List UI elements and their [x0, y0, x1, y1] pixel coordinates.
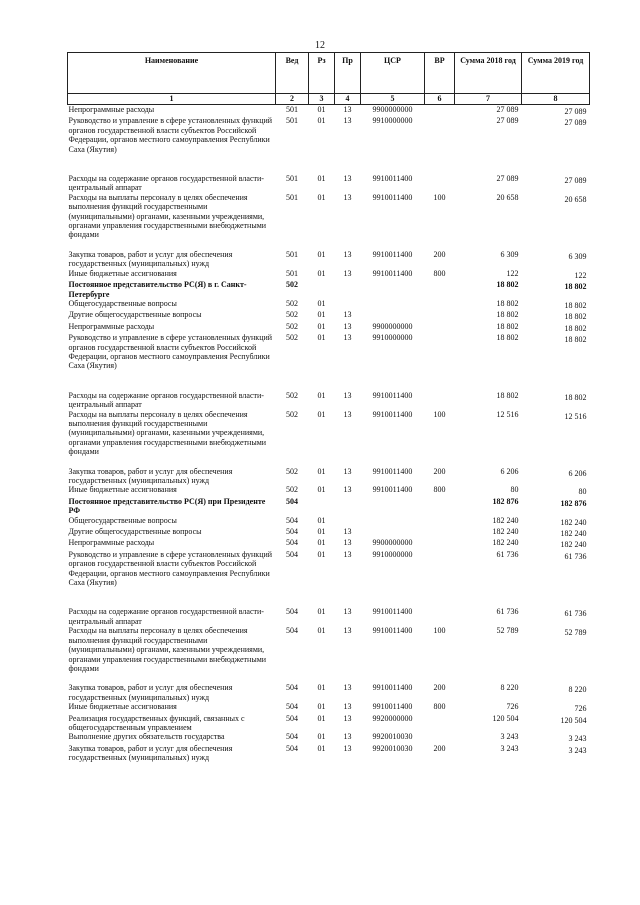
row-rz: 01	[317, 713, 326, 723]
row-sum-2018: 61 736	[496, 549, 519, 559]
row-sum-2018: 182 240	[492, 527, 519, 537]
row-ved: 504	[286, 683, 298, 693]
row-sum-2018: 80	[510, 485, 519, 495]
row-sum-2019: 27 089	[564, 118, 587, 128]
row-sum-2018: 18 802	[496, 298, 519, 308]
row-csr: 9910011400	[372, 626, 413, 636]
row-csr: 9910011400	[372, 466, 413, 476]
row-name: Общегосударственные вопросы	[68, 515, 177, 525]
row-ved: 502	[286, 280, 298, 290]
row-csr: 9900000000	[372, 538, 413, 548]
row-vr	[425, 322, 455, 333]
row-sum-2018: 27 089	[496, 116, 519, 126]
row-sum-2019: 18 802	[564, 300, 587, 310]
header-sum-2018: Сумма 2018 год	[455, 53, 522, 94]
row-csr: 9920010030	[372, 743, 413, 753]
row-vr	[425, 497, 455, 516]
row-ved: 502	[286, 390, 298, 400]
row-pr	[335, 497, 361, 516]
row-csr	[361, 280, 425, 299]
row-rz: 01	[317, 485, 326, 495]
row-sum-2019: 52 789	[564, 628, 587, 638]
row-name: Расходы на содержание органов государственной власти- центральный аппарат	[68, 390, 264, 410]
header-ved: Вед	[276, 53, 309, 94]
page-number: 12	[315, 40, 325, 51]
row-sum-2018: 182 240	[492, 515, 519, 525]
row-rz: 01	[317, 249, 326, 259]
header-number: 4	[335, 94, 361, 105]
row-pr: 13	[343, 538, 352, 548]
table-row	[68, 467, 590, 486]
row-rz: 01	[317, 298, 326, 308]
row-name: Иные бюджетные ассигнования	[68, 268, 177, 278]
row-vr: 100	[433, 409, 446, 419]
row-pr: 13	[343, 743, 352, 753]
row-ved: 502	[286, 310, 298, 320]
row-sum-2019: 20 658	[564, 194, 587, 204]
row-pr: 13	[343, 732, 352, 742]
table-row	[68, 269, 590, 280]
row-sum-2018: 120 504	[492, 713, 519, 723]
header-rz: Рз	[309, 53, 335, 94]
row-sum-2019: 3 243	[568, 734, 587, 744]
row-csr: 9910011400	[372, 249, 413, 259]
table-row	[68, 116, 590, 174]
row-vr	[425, 516, 455, 527]
row-ved: 504	[286, 538, 298, 548]
row-name: Руководство и управление в сфере установленных функций органов государственной власти субъектов Российской Федерации, органов местного самоуправления Республики Саха (Якутия)	[68, 333, 273, 371]
row-rz: 01	[317, 732, 326, 742]
row-sum-2018: 18 802	[496, 321, 519, 331]
row-ved: 501	[286, 116, 298, 126]
row-csr: 9910011400	[372, 192, 413, 202]
header-number: 7	[455, 94, 522, 105]
row-ved: 504	[286, 549, 298, 559]
table-row	[68, 391, 590, 410]
row-sum-2019: 182 240	[560, 517, 587, 527]
row-sum-2018: 18 802	[496, 280, 519, 290]
row-name: Расходы на содержание органов государственной власти- центральный аппарат	[68, 174, 264, 193]
row-vr	[425, 333, 455, 391]
row-sum-2019: 8 220	[568, 685, 587, 695]
row-sum-2019: 6 206	[568, 468, 587, 478]
row-sum-2019: 3 243	[568, 745, 587, 755]
row-sum-2018: 18 802	[496, 390, 519, 400]
row-ved: 504	[286, 515, 298, 525]
row-name: Расходы на содержание органов государственной власти- центральный аппарат	[68, 607, 264, 626]
row-pr: 13	[343, 409, 352, 419]
row-sum-2018: 3 243	[500, 743, 519, 753]
row-vr	[425, 280, 455, 299]
row-pr	[335, 516, 361, 527]
row-sum-2019: 27 089	[564, 107, 587, 116]
row-name: Закупка товаров, работ и услуг для обеспечения государственных (муниципальных) нужд	[68, 249, 233, 269]
row-rz: 01	[317, 607, 326, 617]
row-name: Реализация государственных функций, связанных с общегосударственным управлением	[68, 713, 245, 732]
row-sum-2019: 27 089	[564, 176, 587, 186]
row-csr: 9910000000	[372, 333, 413, 343]
header-number: 1	[68, 94, 276, 105]
row-name: Руководство и управление в сфере установленных функций органов государственной власти субъектов Российской Федерации, органов местного самоуправления Республики Саха (Якутия)	[68, 549, 273, 588]
row-sum-2018: 20 658	[496, 192, 519, 202]
row-pr: 13	[343, 713, 352, 723]
row-vr	[425, 310, 455, 321]
row-pr: 13	[343, 116, 352, 126]
header-vr: ВР	[425, 53, 455, 94]
row-name: Руководство и управление в сфере установленных функций органов государственной власти субъектов Российской Федерации, органов местного самоуправления Республики Саха (Якутия)	[68, 116, 273, 154]
row-rz: 01	[317, 702, 326, 712]
row-vr	[425, 527, 455, 538]
row-name: Непрограммные расходы	[68, 538, 155, 548]
table-row	[68, 714, 590, 733]
table-row	[68, 683, 590, 702]
row-sum-2019: 18 802	[564, 323, 587, 333]
row-sum-2019: 18 802	[564, 392, 587, 402]
row-vr	[425, 105, 455, 117]
row-name: Другие общегосударственные вопросы	[68, 527, 202, 537]
row-ved: 501	[286, 268, 298, 278]
header-number: 3	[309, 94, 335, 105]
row-pr: 13	[343, 105, 352, 114]
row-rz: 01	[317, 390, 326, 400]
row-csr: 9910011400	[372, 702, 413, 712]
row-ved: 502	[286, 333, 298, 343]
row-name: Постоянное представительство РС(Я) в г. Санкт-Петербурге	[68, 280, 247, 299]
table-row	[68, 174, 590, 193]
table-row	[68, 299, 590, 310]
header-name: Наименование	[68, 53, 276, 94]
row-pr: 13	[343, 702, 352, 712]
row-ved: 504	[286, 732, 298, 742]
row-vr	[425, 391, 455, 410]
row-sum-2019: 18 802	[564, 282, 587, 292]
row-rz: 01	[317, 105, 326, 114]
row-vr: 800	[433, 485, 446, 495]
row-ved: 504	[286, 527, 298, 537]
row-sum-2019: 182 240	[560, 529, 587, 539]
row-ved: 501	[286, 174, 298, 184]
row-rz: 01	[317, 626, 326, 636]
row-name: Закупка товаров, работ и услуг для обеспечения государственных (муниципальных) нужд	[68, 466, 233, 485]
table-row	[68, 250, 590, 269]
row-sum-2018: 12 516	[496, 409, 519, 419]
row-ved: 504	[286, 626, 298, 636]
row-pr	[335, 299, 361, 310]
row-rz: 01	[317, 333, 326, 343]
row-vr: 200	[433, 466, 446, 476]
table-row	[68, 193, 590, 250]
table-row	[68, 550, 590, 608]
row-csr: 9910000000	[372, 549, 413, 559]
row-pr: 13	[343, 466, 352, 476]
row-sum-2018: 3 243	[500, 732, 519, 742]
row-csr: 9910011400	[372, 174, 413, 184]
row-pr: 13	[343, 607, 352, 617]
row-sum-2019: 18 802	[564, 312, 587, 322]
row-rz: 01	[317, 268, 326, 278]
row-name: Иные бюджетные ассигнования	[68, 702, 177, 712]
row-sum-2019: 80	[578, 487, 587, 497]
row-rz: 01	[317, 683, 326, 693]
header-number: 2	[276, 94, 309, 105]
row-csr	[361, 497, 425, 516]
row-sum-2018: 182 876	[492, 496, 519, 506]
row-pr: 13	[343, 485, 352, 495]
row-sum-2018: 27 089	[496, 105, 519, 114]
row-vr	[425, 299, 455, 310]
row-vr	[425, 732, 455, 743]
budget-table	[67, 52, 590, 763]
table-row	[68, 527, 590, 538]
table-row	[68, 280, 590, 299]
row-sum-2019: 122	[574, 270, 587, 280]
row-vr: 100	[433, 192, 446, 202]
row-sum-2019: 182 876	[560, 498, 587, 508]
row-pr: 13	[343, 192, 352, 202]
row-rz: 01	[317, 321, 326, 331]
table-row	[68, 322, 590, 333]
header-number: 8	[522, 94, 590, 105]
row-ved: 502	[286, 298, 298, 308]
table-row	[68, 732, 590, 743]
row-rz	[309, 497, 335, 516]
row-sum-2018: 8 220	[500, 683, 519, 693]
table-row	[68, 105, 590, 117]
row-vr	[425, 607, 455, 626]
table-row	[68, 538, 590, 549]
row-ved: 504	[286, 496, 298, 506]
row-name: Иные бюджетные ассигнования	[68, 485, 177, 495]
row-vr: 200	[433, 683, 446, 693]
row-rz: 01	[317, 409, 326, 419]
row-name: Расходы на выплаты персоналу в целях обеспечения выполнения функций государственными (муниципальными) органами, казенными учреждениями, органами управления государственными внебюджетными фондами	[68, 626, 267, 673]
row-csr	[361, 516, 425, 527]
row-name: Выполнение других обязательств государства	[68, 732, 225, 742]
row-csr	[361, 310, 425, 321]
row-ved: 504	[286, 702, 298, 712]
row-vr: 800	[433, 702, 446, 712]
table-row	[68, 744, 590, 763]
table-row	[68, 702, 590, 713]
table-row	[68, 626, 590, 683]
row-rz	[309, 280, 335, 299]
row-vr	[425, 116, 455, 174]
row-pr: 13	[343, 174, 352, 184]
row-ved: 504	[286, 607, 298, 617]
row-rz: 01	[317, 538, 326, 548]
row-ved: 501	[286, 105, 298, 114]
row-name: Закупка товаров, работ и услуг для обеспечения государственных (муниципальных) нужд	[68, 743, 233, 763]
row-name: Общегосударственные вопросы	[68, 298, 177, 308]
row-name: Закупка товаров, работ и услуг для обеспечения государственных (муниципальных) нужд	[68, 683, 233, 702]
row-ved: 501	[286, 249, 298, 259]
row-csr: 9910011400	[372, 607, 413, 617]
row-sum-2018: 61 736	[496, 607, 519, 617]
row-name: Расходы на выплаты персоналу в целях обеспечения выполнения функций государственными (муниципальными) органами, казенными учреждениями, органами управления государственными внебюджетными фондами	[68, 409, 267, 457]
row-csr	[361, 527, 425, 538]
row-pr: 13	[343, 626, 352, 636]
row-sum-2018: 122	[506, 268, 519, 278]
row-sum-2018: 6 309	[500, 249, 519, 259]
row-pr: 13	[343, 549, 352, 559]
header-number: 6	[425, 94, 455, 105]
row-vr: 200	[433, 743, 446, 753]
row-ved: 502	[286, 321, 298, 331]
row-name: Расходы на выплаты персоналу в целях обеспечения выполнения функций государственными (муниципальными) органами, казенными учреждениями, органами управления государственными внебюджетными фондами	[68, 192, 267, 240]
row-ved: 502	[286, 409, 298, 419]
row-name: Непрограммные расходы	[68, 321, 155, 331]
row-csr: 9910011400	[372, 683, 413, 693]
row-sum-2018: 182 240	[492, 538, 519, 548]
row-sum-2019: 120 504	[560, 715, 587, 725]
row-rz: 01	[317, 743, 326, 753]
row-pr: 13	[343, 527, 352, 537]
table-body	[68, 105, 590, 763]
table-row	[68, 410, 590, 467]
row-name: Другие общегосударственные вопросы	[68, 310, 202, 320]
row-sum-2018: 18 802	[496, 310, 519, 320]
row-sum-2019: 18 802	[564, 335, 587, 345]
row-vr: 200	[433, 249, 446, 259]
row-vr	[425, 538, 455, 549]
row-sum-2019: 726	[574, 704, 587, 714]
row-csr: 9910011400	[372, 409, 413, 419]
row-vr: 800	[433, 268, 446, 278]
row-rz: 01	[317, 527, 326, 537]
row-csr: 9910011400	[372, 390, 413, 400]
row-pr: 13	[343, 683, 352, 693]
row-rz: 01	[317, 174, 326, 184]
row-rz: 01	[317, 192, 326, 202]
row-pr: 13	[343, 390, 352, 400]
row-sum-2019: 6 309	[568, 251, 587, 261]
table-row	[68, 516, 590, 527]
row-csr	[361, 299, 425, 310]
row-pr: 13	[343, 310, 352, 320]
row-rz: 01	[317, 310, 326, 320]
row-sum-2018: 52 789	[496, 626, 519, 636]
table-row	[68, 333, 590, 391]
row-vr	[425, 550, 455, 608]
row-csr: 9900000000	[372, 105, 413, 114]
row-pr	[335, 280, 361, 299]
row-ved: 502	[286, 466, 298, 476]
header-csr: ЦСР	[361, 53, 425, 94]
row-rz: 01	[317, 116, 326, 126]
row-ved: 504	[286, 743, 298, 753]
row-pr: 13	[343, 321, 352, 331]
row-csr: 9900000000	[372, 321, 413, 331]
table-row	[68, 497, 590, 516]
row-ved: 501	[286, 192, 298, 202]
row-sum-2019: 182 240	[560, 540, 587, 550]
header-number: 5	[361, 94, 425, 105]
row-csr: 9910000000	[372, 116, 413, 126]
header-sum-2019: Сумма 2019 год	[522, 53, 590, 94]
row-sum-2019: 12 516	[564, 411, 587, 421]
row-sum-2018: 27 089	[496, 174, 519, 184]
row-csr: 9910011400	[372, 485, 413, 495]
row-rz: 01	[317, 515, 326, 525]
row-sum-2018: 726	[506, 702, 519, 712]
table-row	[68, 485, 590, 496]
row-rz: 01	[317, 466, 326, 476]
row-ved: 502	[286, 485, 298, 495]
table-row	[68, 607, 590, 626]
row-vr	[425, 174, 455, 193]
table-header	[68, 53, 590, 105]
row-pr: 13	[343, 268, 352, 278]
header-pr: Пр	[335, 53, 361, 94]
row-pr: 13	[343, 249, 352, 259]
row-ved: 504	[286, 713, 298, 723]
row-name: Постоянное представительство РС(Я) при Президенте РФ	[68, 496, 266, 516]
row-csr: 9920010030	[372, 732, 413, 742]
row-rz: 01	[317, 549, 326, 559]
row-sum-2019: 61 736	[564, 551, 587, 561]
row-sum-2018: 6 206	[500, 466, 519, 476]
row-sum-2019: 61 736	[564, 609, 587, 619]
row-csr: 9920000000	[372, 713, 413, 723]
row-vr	[425, 714, 455, 733]
row-sum-2018: 18 802	[496, 333, 519, 343]
row-vr: 100	[433, 626, 446, 636]
row-name: Непрограммные расходы	[68, 105, 155, 114]
table-row	[68, 310, 590, 321]
row-csr: 9910011400	[372, 268, 413, 278]
row-pr: 13	[343, 333, 352, 343]
